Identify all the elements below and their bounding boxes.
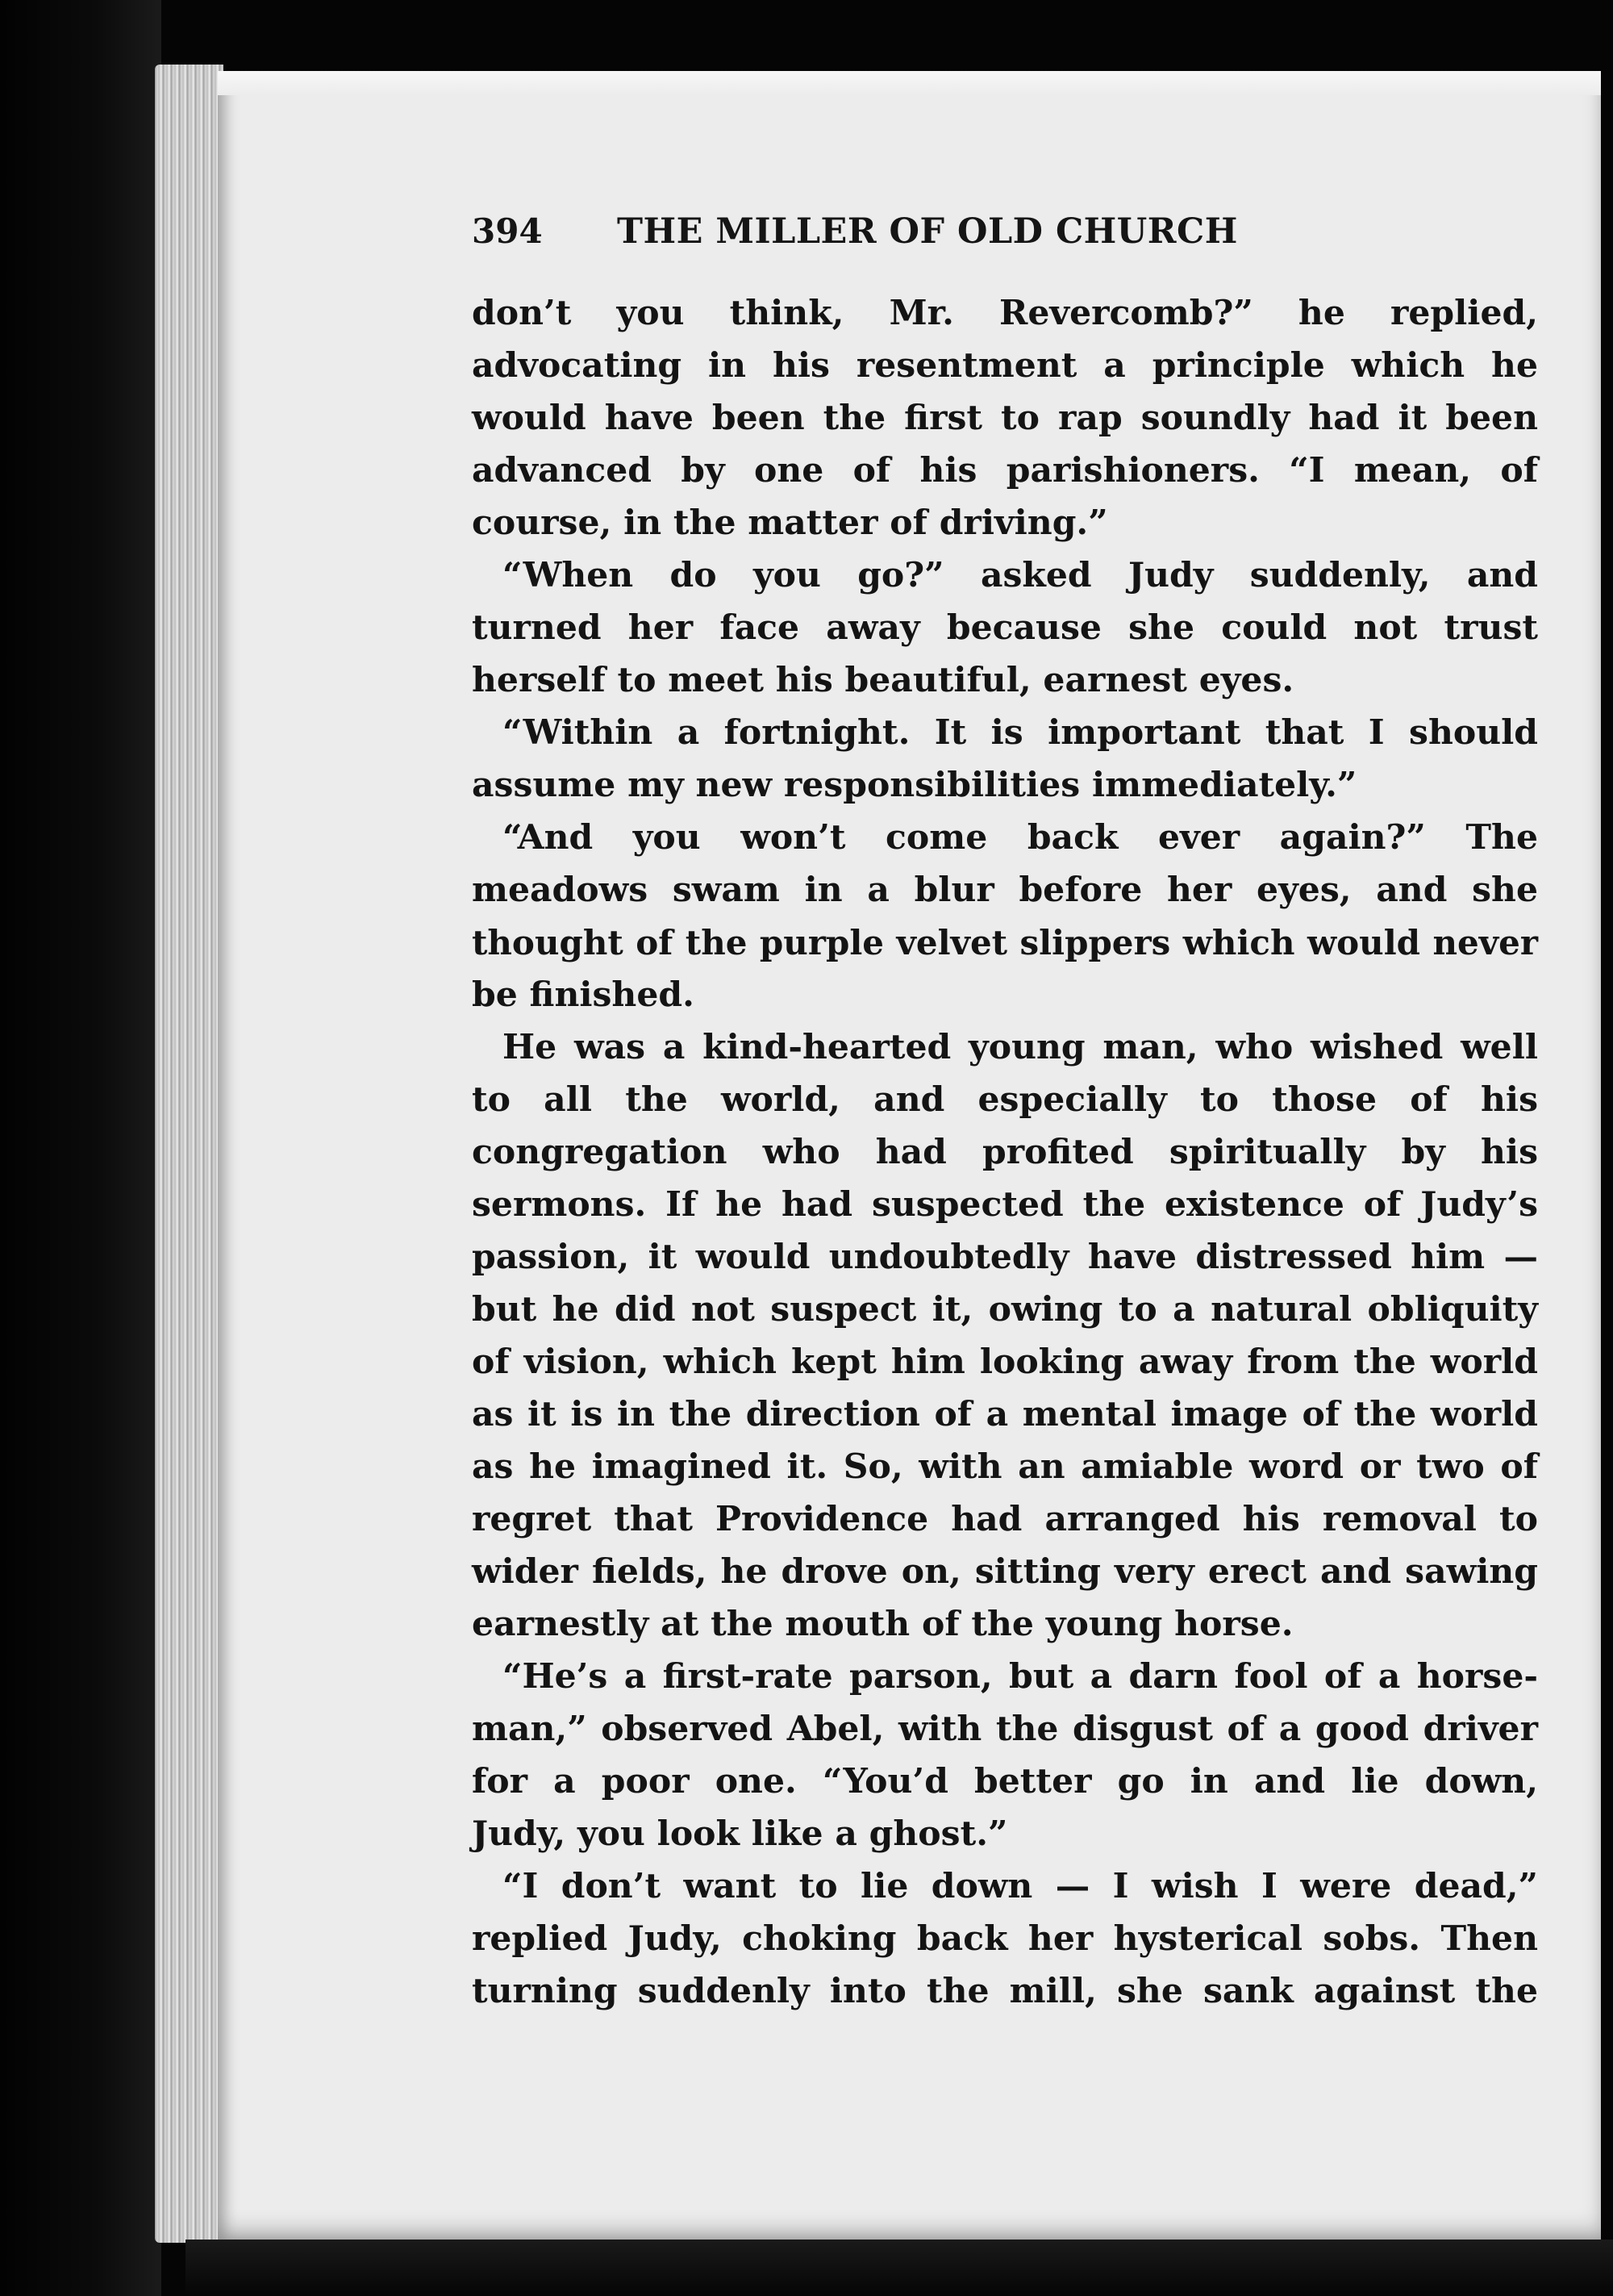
- text-line: “He’s a first-rate parson, but a darn fool of a horse-: [502, 1656, 1538, 1697]
- text-line: wider fields, he drove on, sitting very erect and sawing: [472, 1551, 1538, 1592]
- text-line: “I don’t want to lie down — I wish I were dead,”: [502, 1866, 1538, 1906]
- paragraph: [472, 812, 1538, 1021]
- text-line: to all the world, and especially to those of his: [472, 1079, 1538, 1120]
- text-line: assume my new responsibilities immediately.”: [472, 765, 1357, 805]
- scanner-bottom-edge: [185, 2240, 1613, 2296]
- paragraph: [472, 549, 1538, 707]
- text-line: of vision, which kept him looking away from the world: [472, 1342, 1538, 1382]
- text-line: as he imagined it. So, with an amiable word or two of: [472, 1446, 1538, 1487]
- paragraph: [472, 1021, 1538, 1651]
- text-line: regret that Providence had arranged his removal to: [472, 1499, 1538, 1539]
- paragraph: [472, 287, 1538, 549]
- running-header: [472, 211, 1351, 260]
- text-line: turning suddenly into the mill, she sank against the: [472, 1971, 1538, 2011]
- text-line: “When do you go?” asked Judy suddenly, and: [502, 555, 1538, 595]
- text-line: as it is in the direction of a mental image of the world: [472, 1394, 1538, 1434]
- text-line: congregation who had profited spiritually by his: [472, 1132, 1538, 1172]
- text-line: earnestly at the mouth of the young horse.: [472, 1604, 1294, 1644]
- text-line: course, in the matter of driving.”: [472, 503, 1108, 543]
- page-number: 394: [472, 211, 543, 251]
- body-text: [472, 287, 1538, 2018]
- text-line: man,” observed Abel, with the disgust of a good driver: [472, 1709, 1538, 1749]
- text-line: thought of the purple velvet slippers which would never: [472, 923, 1538, 962]
- text-line: would have been the first to rap soundly had it been: [472, 398, 1538, 438]
- text-line: Judy, you look like a ghost.”: [472, 1814, 1008, 1854]
- text-line: advanced by one of his parishioners. “I mean, of: [472, 450, 1538, 491]
- paragraph: [472, 1651, 1538, 1860]
- text-line: passion, it would undoubtedly have distressed him —: [472, 1237, 1538, 1277]
- book-page-edges: [155, 65, 223, 2243]
- text-line: He was a kind-hearted young man, who wished well: [502, 1027, 1538, 1067]
- text-line: don’t you think, Mr. Revercomb?” he replied,: [472, 293, 1538, 333]
- running-title: THE MILLER OF OLD CHURCH: [617, 211, 1238, 252]
- text-line: replied Judy, choking back her hysterical sobs. Then: [472, 1918, 1538, 1959]
- text-line: sermons. If he had suspected the existence of Judy’s: [472, 1184, 1538, 1225]
- text-line: be finished.: [472, 975, 694, 1015]
- text-line: meadows swam in a blur before her eyes, and she: [472, 870, 1538, 910]
- text-line: “Within a fortnight. It is important that I should: [502, 712, 1538, 753]
- text-line: advocating in his resentment a principle which he: [472, 345, 1538, 386]
- paragraph: [472, 1860, 1538, 2018]
- text-line: turned her face away because she could not trust: [472, 607, 1538, 648]
- text-line: but he did not suspect it, owing to a natural obliquity: [472, 1289, 1538, 1330]
- paragraph: [472, 707, 1538, 812]
- text-line: “And you won’t come back ever again?” The: [502, 817, 1538, 858]
- text-line: for a poor one. “You’d better go in and lie down,: [472, 1761, 1538, 1801]
- text-line: herself to meet his beautiful, earnest eyes.: [472, 660, 1294, 700]
- scanner-background: [0, 0, 161, 2296]
